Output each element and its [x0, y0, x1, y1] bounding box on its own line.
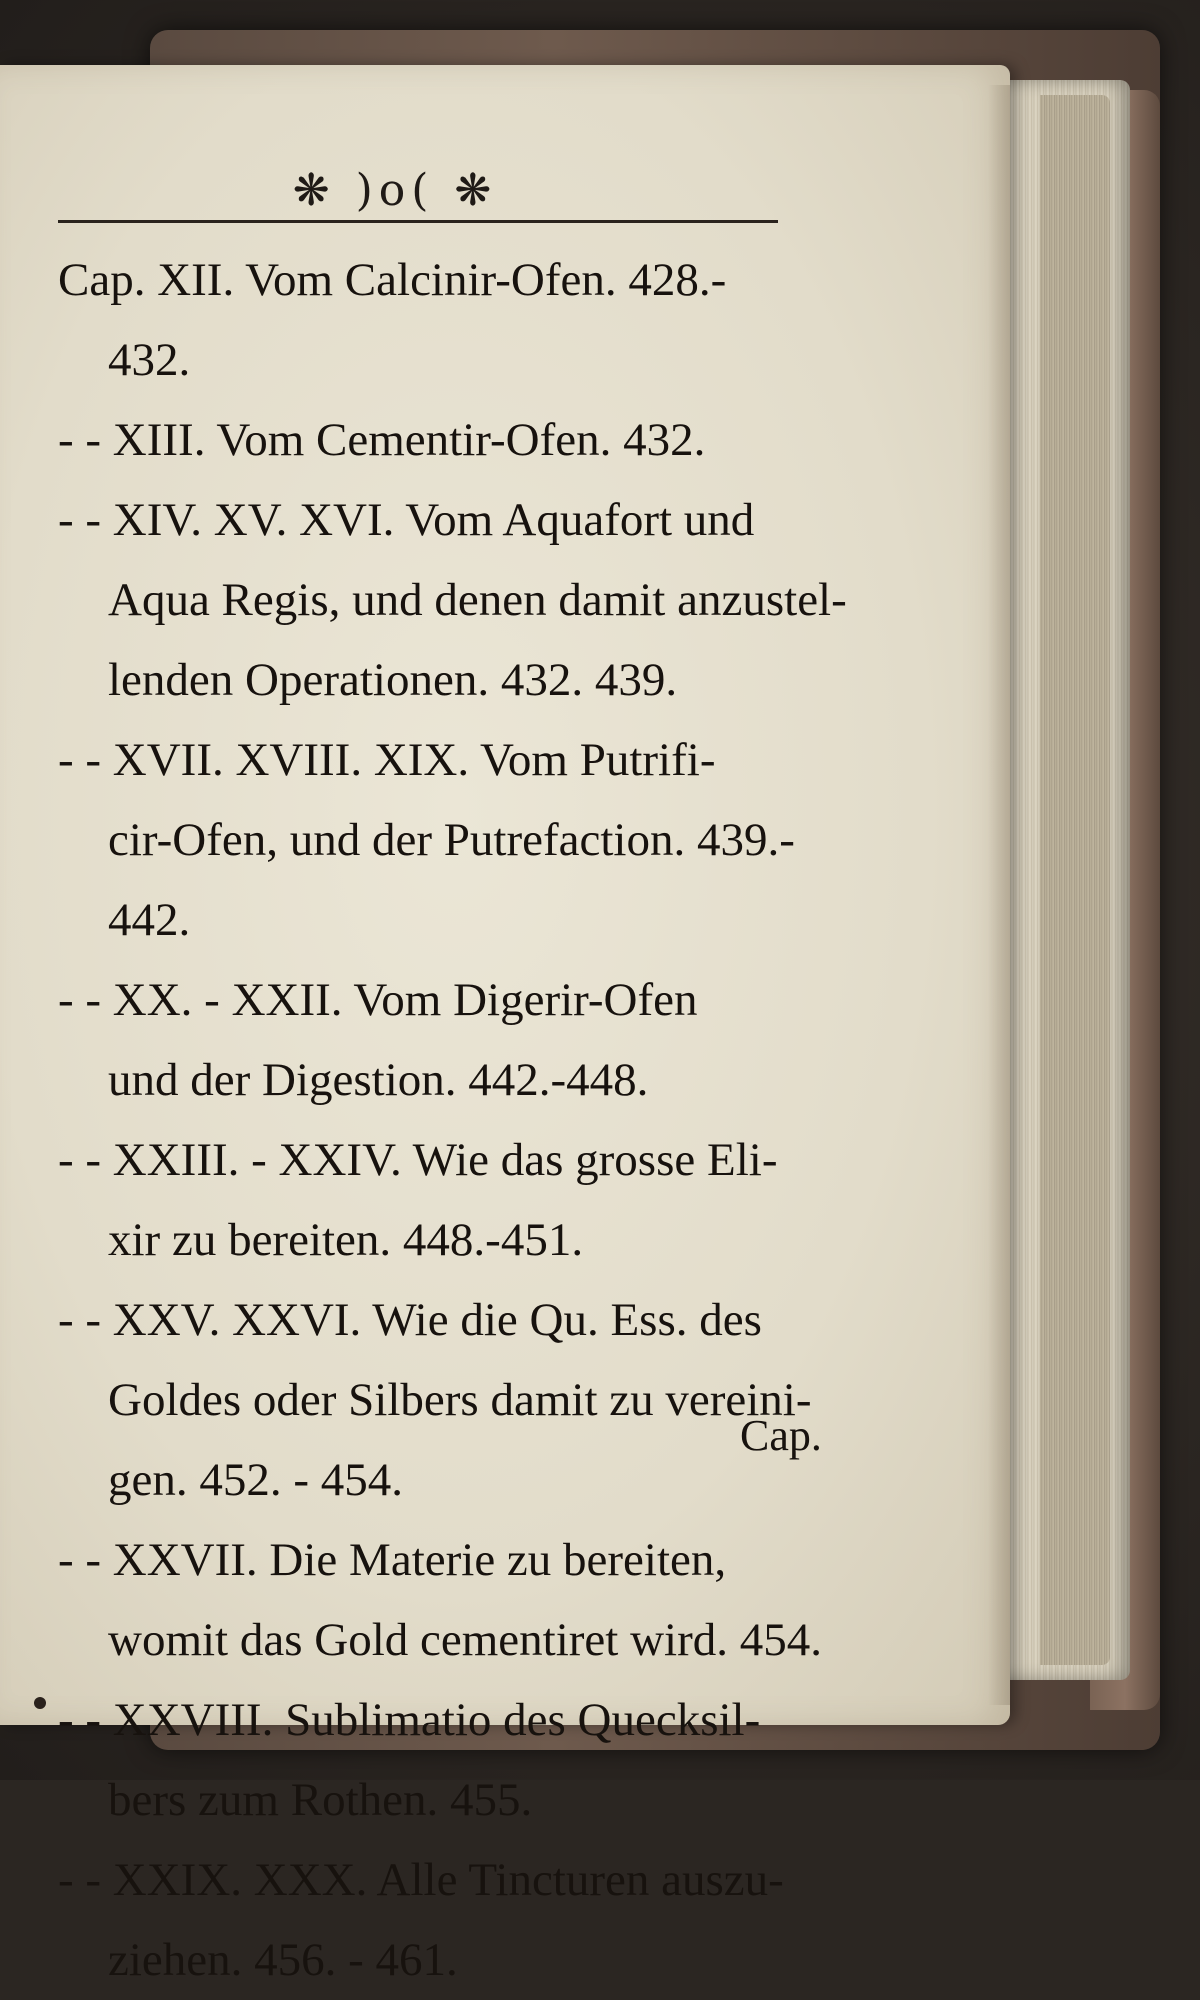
- toc-entry: [58, 1120, 848, 1280]
- toc-line-continued: Goldes oder Silbers damit zu vereini-: [108, 1374, 812, 1426]
- catchword: Cap.: [740, 1411, 822, 1460]
- toc-line: - - XXIII. - XXIV. Wie das grosse Eli-: [58, 1134, 778, 1186]
- toc-entry: [58, 880, 848, 960]
- toc-entry: [58, 1840, 848, 2000]
- toc-line: - - XXIX. XXX. Alle Tincturen auszu-: [58, 1854, 784, 1906]
- toc-line-continued: womit das Gold cementiret wird. 454.: [108, 1614, 822, 1666]
- page-edges-inner: [1040, 95, 1110, 1665]
- toc-line: - - XXVIII. Sublimatio des Quecksil-: [58, 1694, 761, 1746]
- toc-line-continued: und der Digestion. 442.-448.: [108, 1054, 649, 1106]
- toc-line-continued: Aqua Regis, und denen damit anzustel-: [108, 574, 847, 626]
- toc-line-continued: lenden Operationen. 432. 439.: [108, 654, 678, 706]
- toc-line-continued: ziehen. 456. - 461.: [108, 1934, 458, 1986]
- toc-line: - - XXV. XXVI. Wie die Qu. Ess. des: [58, 1294, 762, 1346]
- header-rule: [58, 220, 778, 223]
- toc-line-continued: cir-Ofen, und der Putrefaction. 439.-: [108, 814, 795, 866]
- toc-entry: [58, 640, 848, 720]
- toc-line: - - XVII. XVIII. XIX. Vom Putrifi-: [58, 734, 716, 786]
- toc-line-continued: gen. 452. - 454.: [108, 1454, 404, 1506]
- toc-line-continued: 432.: [108, 334, 191, 386]
- toc-entry: [58, 1520, 848, 1680]
- toc-entry: [58, 1680, 848, 1840]
- toc-entry: [58, 960, 848, 1120]
- toc-line-continued: xir zu bereiten. 448.-451.: [108, 1214, 584, 1266]
- toc-line: - - XXVII. Die Materie zu bereiten,: [58, 1534, 727, 1586]
- toc-entry: [58, 1440, 848, 1520]
- toc-entry: [58, 1280, 848, 1440]
- page-header-ornament: ❋ )o( ❋: [292, 165, 498, 216]
- toc-line: Cap. XII. Vom Calcinir-Ofen. 428.-: [58, 254, 727, 306]
- toc-entry: [58, 240, 848, 400]
- toc-entry: [58, 400, 848, 480]
- toc-line: - - XIV. XV. XVI. Vom Aquafort und: [58, 494, 755, 546]
- book-page: [0, 65, 1010, 1986]
- toc-line-continued: bers zum Rothen. 455.: [108, 1774, 533, 1826]
- table-of-contents: [58, 240, 848, 2000]
- page-fold-shadow: [988, 85, 1010, 1705]
- ink-spot: [34, 1697, 46, 1709]
- toc-line: - - XX. - XXII. Vom Digerir-Ofen: [58, 974, 698, 1026]
- toc-line: - - XIII. Vom Cementir-Ofen. 432.: [58, 414, 706, 466]
- toc-entry: [58, 720, 848, 880]
- toc-entry: [58, 480, 848, 640]
- toc-line-continued: 442.: [108, 894, 191, 946]
